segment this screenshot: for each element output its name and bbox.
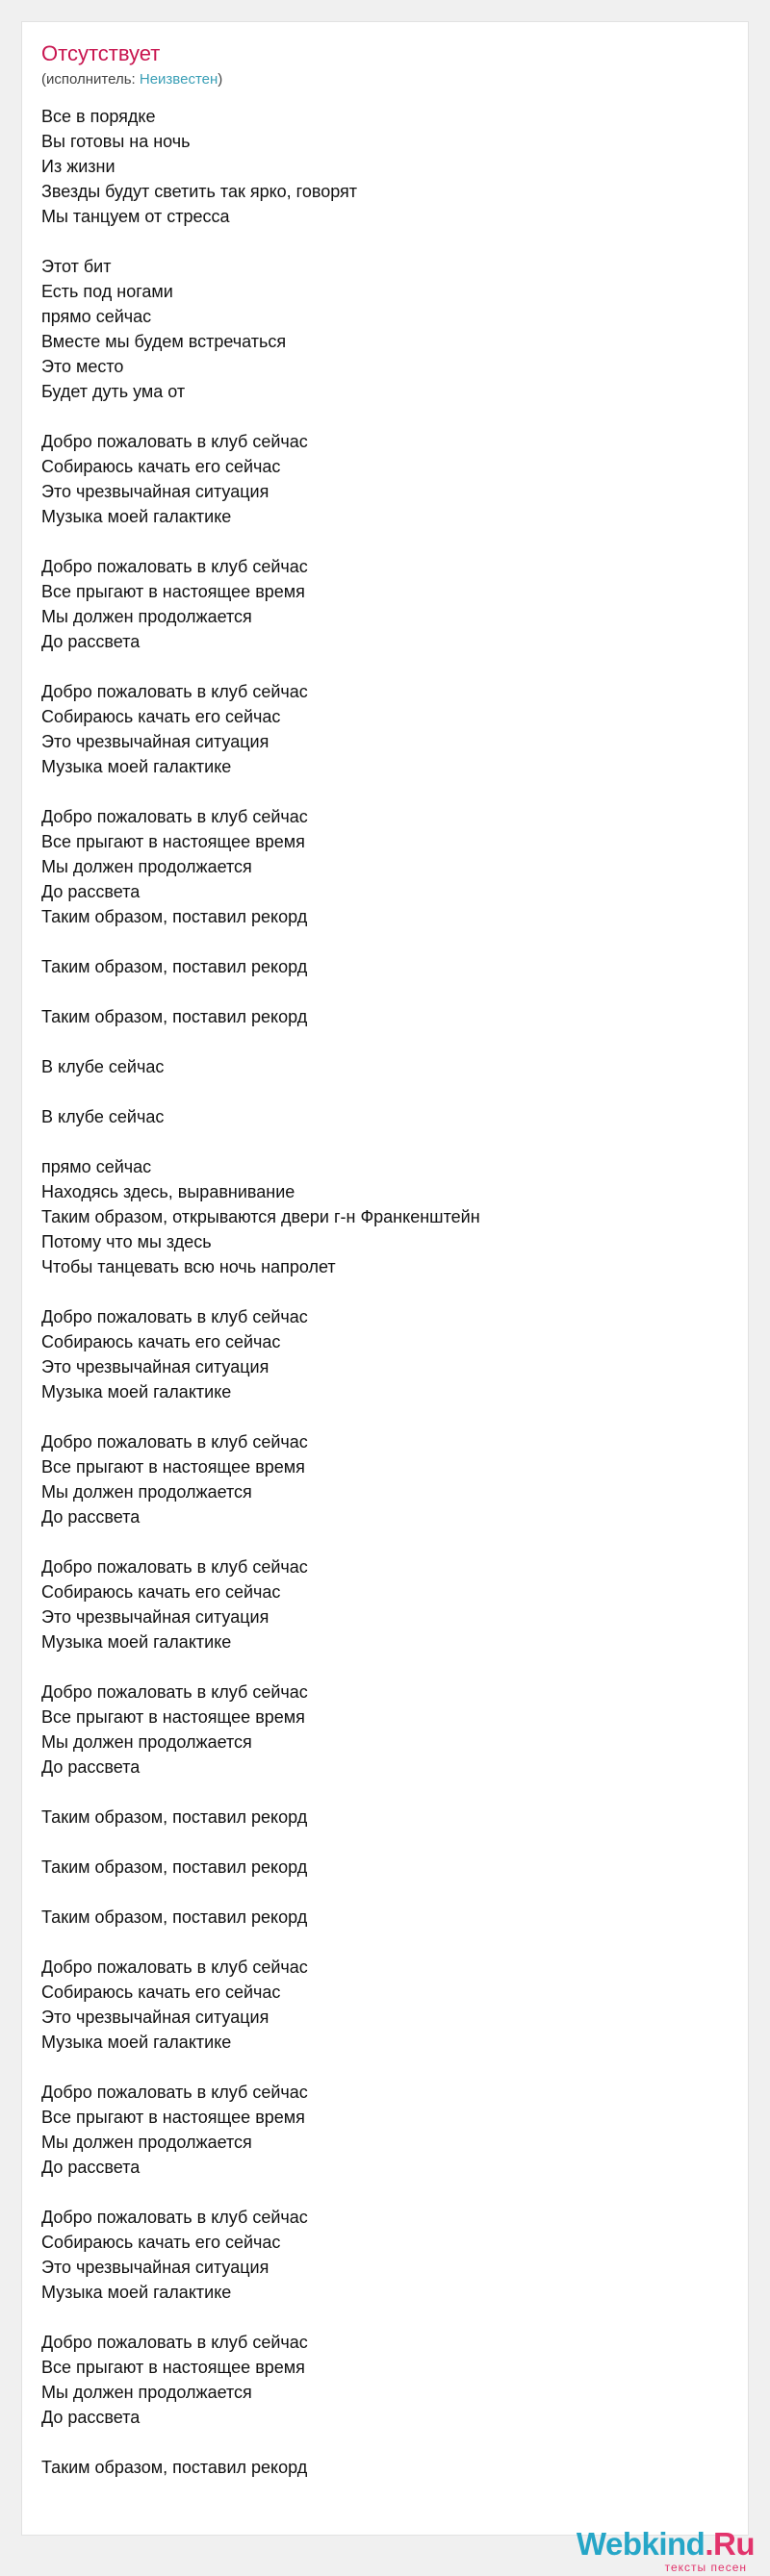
lyrics-line: Из жизни [41,157,116,176]
lyrics-stanza [41,1679,715,1780]
lyrics-line: Все прыгают в настоящее время [41,582,305,601]
lyrics-line: Таким образом, поставил рекорд [41,1807,308,1827]
lyrics-body [41,104,715,2505]
lyrics-line: Таким образом, открываются двери г-н Франкенштейн [41,1207,480,1226]
lyrics-line: Добро пожаловать в клуб сейчас [41,2083,308,2102]
song-title: Отсутствует [41,41,161,65]
lyrics-stanza [41,954,715,979]
lyrics-line: Музыка моей галактике [41,507,232,526]
lyrics-line: Находясь здесь, выравнивание [41,1182,295,1201]
lyrics-stanza [41,1905,715,1930]
logo-tagline: тексты песен [664,2561,747,2574]
logo-wordmark [577,2528,755,2561]
lyrics-line: Мы должен продолжается [41,607,252,626]
lyrics-line: В клубе сейчас [41,1107,165,1126]
lyrics-line: Звезды будут светить так ярко, говорят [41,182,358,201]
lyrics-stanza [41,554,715,654]
lyrics-line: Музыка моей галактике [41,2283,232,2302]
lyrics-line: Все в порядке [41,107,156,126]
lyrics-line: Мы должен продолжается [41,2383,252,2402]
lyrics-line: Это чрезвычайная ситуация [41,1607,270,1627]
lyrics-line: Таким образом, поставил рекорд [41,907,308,926]
lyrics-line: Мы танцуем от стресса [41,207,230,226]
lyrics-line: До рассвета [41,2158,141,2177]
lyrics-stanza [41,1154,715,1279]
lyrics-line: Этот бит [41,257,112,276]
lyrics-line: Мы должен продолжается [41,2133,252,2152]
lyrics-line: Чтобы танцевать всю ночь напролет [41,1257,336,1276]
lyrics-line: Собираюсь качать его сейчас [41,707,281,726]
lyrics-stanza [41,2455,715,2480]
song-subtitle [41,70,222,89]
lyrics-line: Добро пожаловать в клуб сейчас [41,2333,308,2352]
lyrics-line: Добро пожаловать в клуб сейчас [41,2208,308,2227]
lyrics-stanza [41,2080,715,2180]
lyrics-line: Вместе мы будем встречаться [41,332,287,351]
subtitle-suffix: ) [218,71,223,88]
lyrics-line: Таким образом, поставил рекорд [41,2458,308,2477]
lyrics-line: В клубе сейчас [41,1057,165,1076]
lyrics-line: Музыка моей галактике [41,1382,232,1402]
lyrics-stanza [41,104,715,229]
lyrics-line: Все прыгают в настоящее время [41,1457,305,1477]
lyrics-stanza [41,1429,715,1529]
lyrics-line: Будет дуть ума от [41,382,186,401]
lyrics-line: Есть под ногами [41,282,173,301]
subtitle-prefix: (исполнитель: [41,71,140,88]
lyrics-line: Мы должен продолжается [41,857,252,876]
lyrics-line: прямо сейчас [41,1157,152,1176]
lyrics-stanza [41,1554,715,1654]
lyrics-line: Таким образом, поставил рекорд [41,957,308,976]
lyrics-line: Собираюсь качать его сейчас [41,457,281,476]
lyrics-line: Это чрезвычайная ситуация [41,1357,270,1376]
lyrics-line: Это чрезвычайная ситуация [41,482,270,501]
lyrics-line: Собираюсь качать его сейчас [41,1332,281,1351]
lyrics-line: Таким образом, поставил рекорд [41,1007,308,1026]
lyrics-stanza [41,1855,715,1880]
lyrics-line: Добро пожаловать в клуб сейчас [41,1957,308,1977]
lyrics-line: Добро пожаловать в клуб сейчас [41,1682,308,1702]
lyrics-line: Добро пожаловать в клуб сейчас [41,1432,308,1452]
logo-domain-suffix: .Ru [705,2526,755,2562]
lyrics-line: Таким образом, поставил рекорд [41,1857,308,1877]
lyrics-line: Добро пожаловать в клуб сейчас [41,682,308,701]
lyrics-stanza [41,804,715,929]
lyrics-line: Добро пожаловать в клуб сейчас [41,807,308,826]
lyrics-line: Музыка моей галактике [41,2033,232,2052]
site-logo[interactable] [562,2528,755,2576]
lyrics-line: Музыка моей галактике [41,1632,232,1652]
lyrics-line: До рассвета [41,882,141,901]
lyrics-line: Таким образом, поставил рекорд [41,1907,308,1927]
lyrics-line: Мы должен продолжается [41,1482,252,1502]
lyrics-stanza [41,1004,715,1029]
lyrics-line: Добро пожаловать в клуб сейчас [41,557,308,576]
lyrics-stanza [41,1104,715,1129]
lyrics-line: Добро пожаловать в клуб сейчас [41,1307,308,1326]
lyrics-stanza [41,679,715,779]
lyrics-line: Собираюсь качать его сейчас [41,1582,281,1602]
lyrics-line: Вы готовы на ночь [41,132,191,151]
lyrics-line: Собираюсь качать его сейчас [41,2233,281,2252]
lyrics-line: Это чрезвычайная ситуация [41,732,270,751]
lyrics-stanza [41,1805,715,1830]
lyrics-stanza [41,1054,715,1079]
lyrics-line: До рассвета [41,1507,141,1527]
artist-link[interactable]: Неизвестен [139,71,218,88]
lyrics-stanza [41,2330,715,2430]
lyrics-line: Собираюсь качать его сейчас [41,1983,281,2002]
lyrics-line: Добро пожаловать в клуб сейчас [41,1557,308,1577]
lyrics-line: Потому что мы здесь [41,1232,212,1251]
lyrics-stanza [41,1304,715,1404]
lyrics-line: Добро пожаловать в клуб сейчас [41,432,308,451]
lyrics-card [21,21,749,2536]
lyrics-stanza [41,1955,715,2055]
lyrics-line: прямо сейчас [41,307,152,326]
lyrics-stanza [41,254,715,404]
lyrics-line: Это чрезвычайная ситуация [41,2258,270,2277]
lyrics-line: До рассвета [41,2408,141,2427]
lyrics-line: Музыка моей галактике [41,757,232,776]
lyrics-line: Все прыгают в настоящее время [41,2108,305,2127]
lyrics-line: До рассвета [41,632,141,651]
lyrics-line: Это место [41,357,124,376]
lyrics-stanza [41,429,715,529]
lyrics-stanza [41,2205,715,2305]
lyrics-line: Мы должен продолжается [41,1732,252,1752]
logo-name: Webkind [576,2526,706,2562]
lyrics-line: Все прыгают в настоящее время [41,832,305,851]
lyrics-line: До рассвета [41,1757,141,1777]
lyrics-line: Это чрезвычайная ситуация [41,2008,270,2027]
lyrics-line: Все прыгают в настоящее время [41,2358,305,2377]
lyrics-line: Все прыгают в настоящее время [41,1707,305,1727]
